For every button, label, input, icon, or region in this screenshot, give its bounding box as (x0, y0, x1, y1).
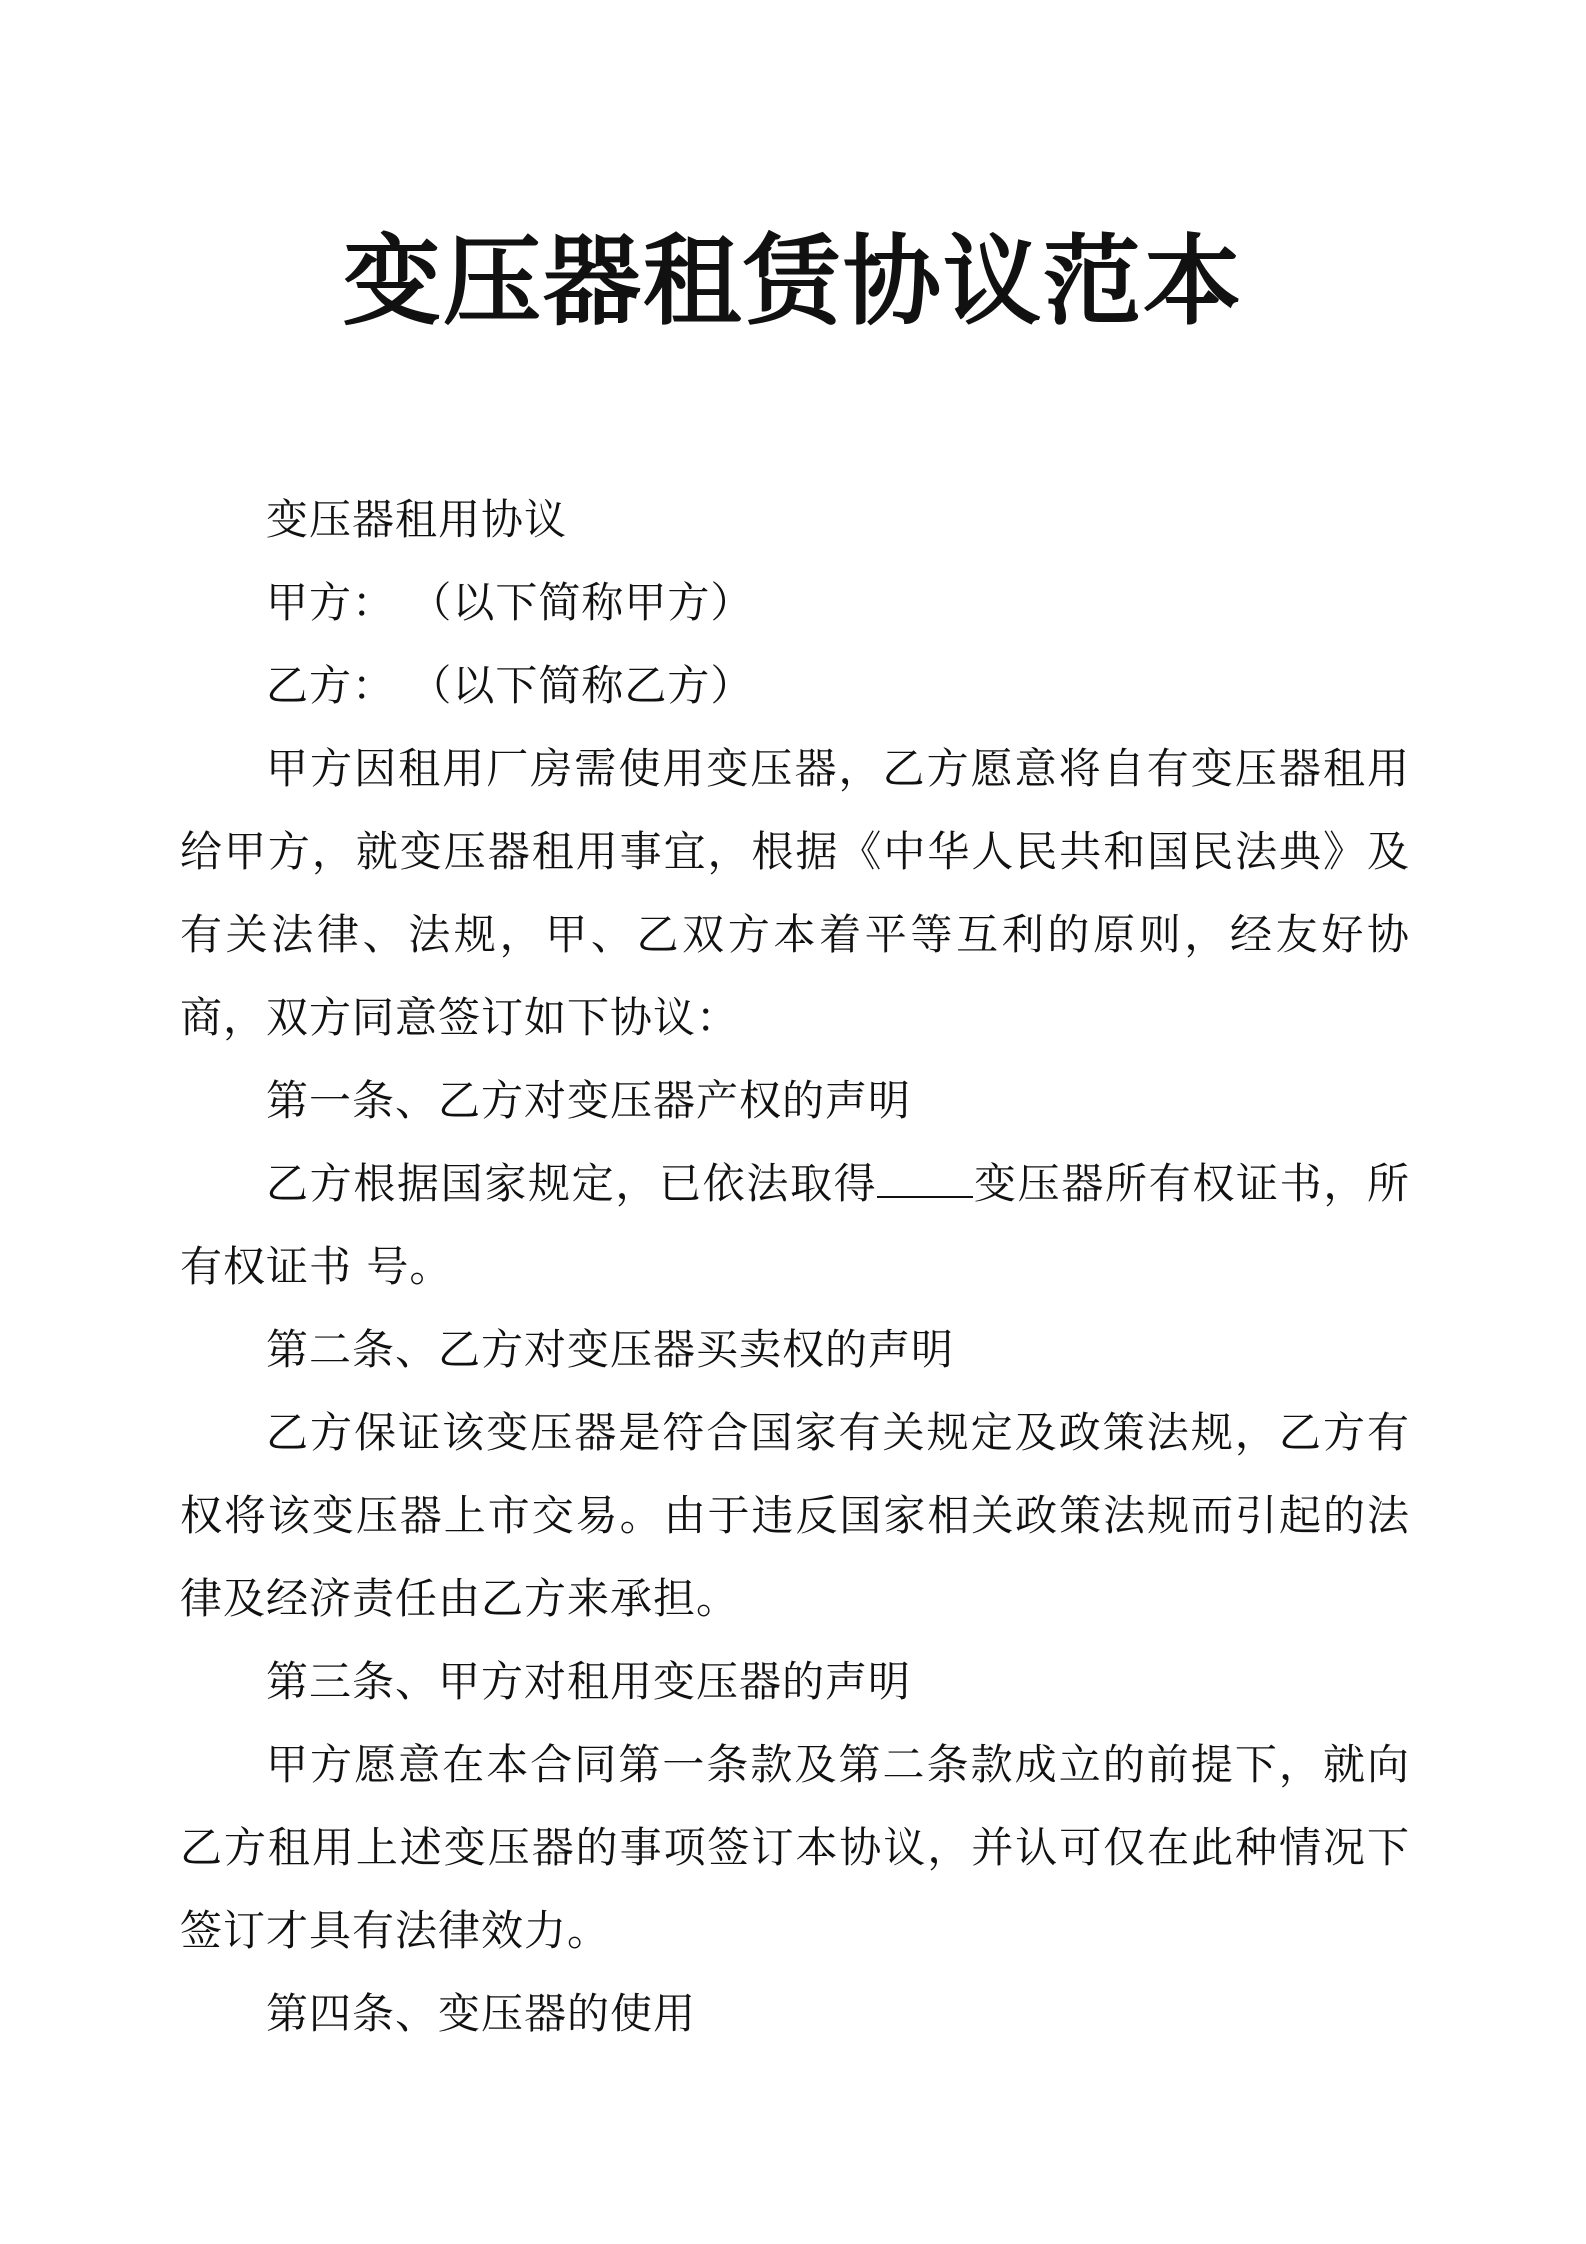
article-2-title: 第二条、乙方对变压器买卖权的声明 (266, 1325, 955, 1374)
article-4-title: 第四条、变压器的使用 (266, 1989, 697, 2038)
article-1-title: 第一条、乙方对变压器产权的声明 (266, 1076, 912, 1125)
party-b-line: 乙方： （以下简称乙方） (266, 661, 754, 710)
article-1-text-part2: 变压器所有权证书，所有权证书 号。 (180, 1159, 1410, 1291)
article-1-paragraph (180, 1142, 1410, 1308)
article-3-paragraph: 甲方愿意在本合同第一条款及第二条款成立的前提下，就向乙方租用上述变压器的事项签订本协议，并认可仅在此种情况下签订才具有法律效力。 (180, 1740, 1410, 1955)
document-body (180, 478, 1410, 2055)
article-3-title: 第三条、甲方对租用变压器的声明 (266, 1657, 912, 1706)
agreement-heading: 变压器租用协议 (266, 495, 568, 544)
party-a-line: 甲方： （以下简称甲方） (266, 578, 754, 627)
article-2-paragraph: 乙方保证该变压器是符合国家有关规定及政策法规，乙方有权将该变压器上市交易。由于违反国家相关政策法规而引起的法律及经济责任由乙方来承担。 (180, 1408, 1410, 1623)
preamble-paragraph: 甲方因租用厂房需使用变压器，乙方愿意将自有变压器租用给甲方，就变压器租用事宜，根据《中华人民共和国民法典》及有关法律、法规，甲、乙双方本着平等互利的原则，经友好协商，双方同意签订如下协议： (180, 744, 1410, 1042)
certificate-blank-line (877, 1166, 973, 1198)
article-1-text-part1: 乙方根据国家规定，已依法取得 (266, 1159, 878, 1208)
document-title: 变压器租赁协议范本 (342, 225, 1243, 339)
